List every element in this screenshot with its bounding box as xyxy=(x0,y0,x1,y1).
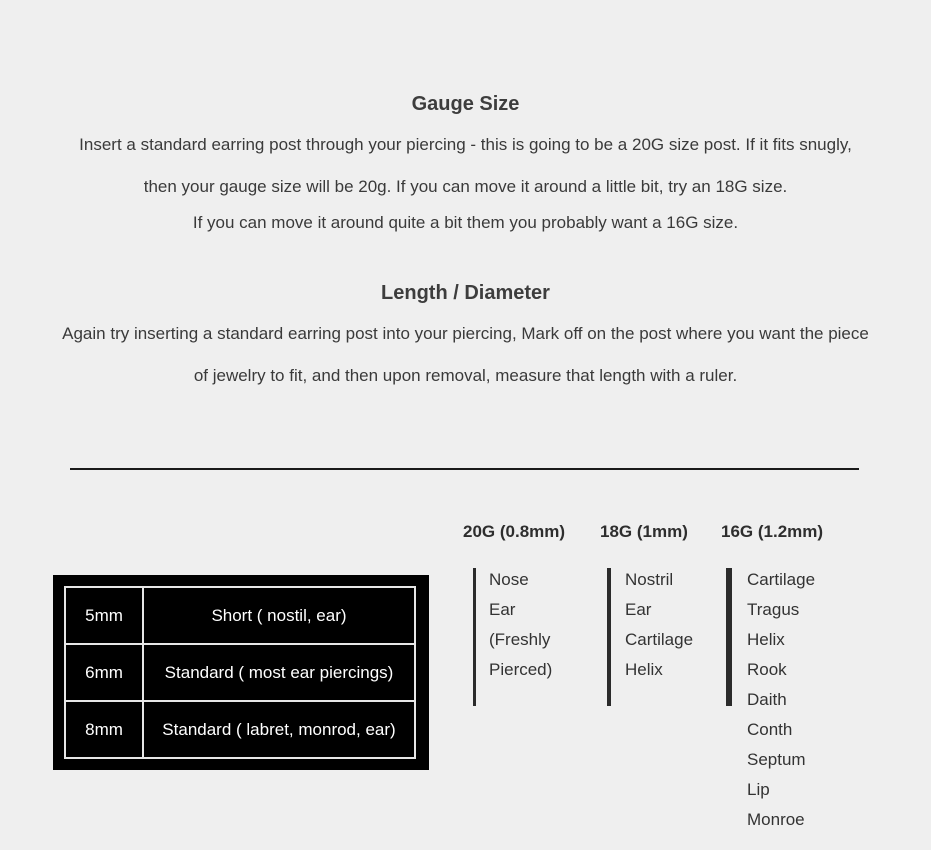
gauge-18g-heading: 18G (1mm) xyxy=(600,522,688,541)
length-diameter-title: Length / Diameter xyxy=(381,282,550,304)
section-divider xyxy=(70,468,859,470)
gauge-20g-heading: 20G (0.8mm) xyxy=(463,522,566,541)
gauge-16g-heading: 16G (1.2mm) xyxy=(721,522,824,541)
length-table-grid xyxy=(64,586,416,759)
table-row xyxy=(65,644,415,701)
gauge-size-line-2: then your gauge size will be 20g. If you can move it around a little bit, try an 18G size. xyxy=(143,177,788,196)
description-cell: Short ( nostil, ear) xyxy=(143,587,415,644)
gauge-18g-bar xyxy=(607,568,611,706)
list-item: Nostril xyxy=(625,570,674,589)
length-diameter-line-1: Again try inserting a standard earring post into your piercing, Mark off on the post where you want the piece xyxy=(62,324,869,343)
list-item: Ear xyxy=(625,600,652,619)
length-diameter-line-2: of jewelry to fit, and then upon removal, measure that length with a ruler. xyxy=(193,366,738,385)
list-item: Rook xyxy=(747,660,787,679)
list-item: (Freshly xyxy=(489,630,551,649)
list-item: Cartilage xyxy=(625,630,694,649)
length-cell: 8mm xyxy=(65,701,143,758)
description-cell: Standard ( labret, monrod, ear) xyxy=(143,701,415,758)
gauge-size-line-1: Insert a standard earring post through your piercing - this is going to be a 20G size post. If it fits snugly, xyxy=(79,135,852,154)
list-item: Cartilage xyxy=(747,570,816,589)
list-item: Ear xyxy=(489,600,516,619)
length-table xyxy=(53,575,429,770)
gauge-20g-bar xyxy=(473,568,476,706)
list-item: Helix xyxy=(747,630,785,649)
gauge-16g-list xyxy=(747,565,815,835)
list-item: Septum xyxy=(747,750,806,769)
list-item: Daith xyxy=(747,690,787,709)
list-item: Nose xyxy=(489,570,529,589)
gauge-size-line-3: If you can move it around quite a bit them you probably want a 16G size. xyxy=(192,213,739,232)
table-row xyxy=(65,587,415,644)
gauge-18g-list xyxy=(625,565,693,685)
gauge-20g-list xyxy=(489,565,552,685)
list-item: Helix xyxy=(625,660,663,679)
list-item: Conth xyxy=(747,720,793,739)
description-cell: Standard ( most ear piercings) xyxy=(143,644,415,701)
list-item: Monroe xyxy=(747,810,805,829)
gauge-size-title: Gauge Size xyxy=(411,93,520,115)
list-item: Pierced) xyxy=(489,660,553,679)
table-row xyxy=(65,701,415,758)
length-cell: 5mm xyxy=(65,587,143,644)
list-item: Lip xyxy=(747,780,770,799)
length-cell: 6mm xyxy=(65,644,143,701)
list-item: Tragus xyxy=(747,600,800,619)
gauge-16g-bar xyxy=(726,568,732,706)
